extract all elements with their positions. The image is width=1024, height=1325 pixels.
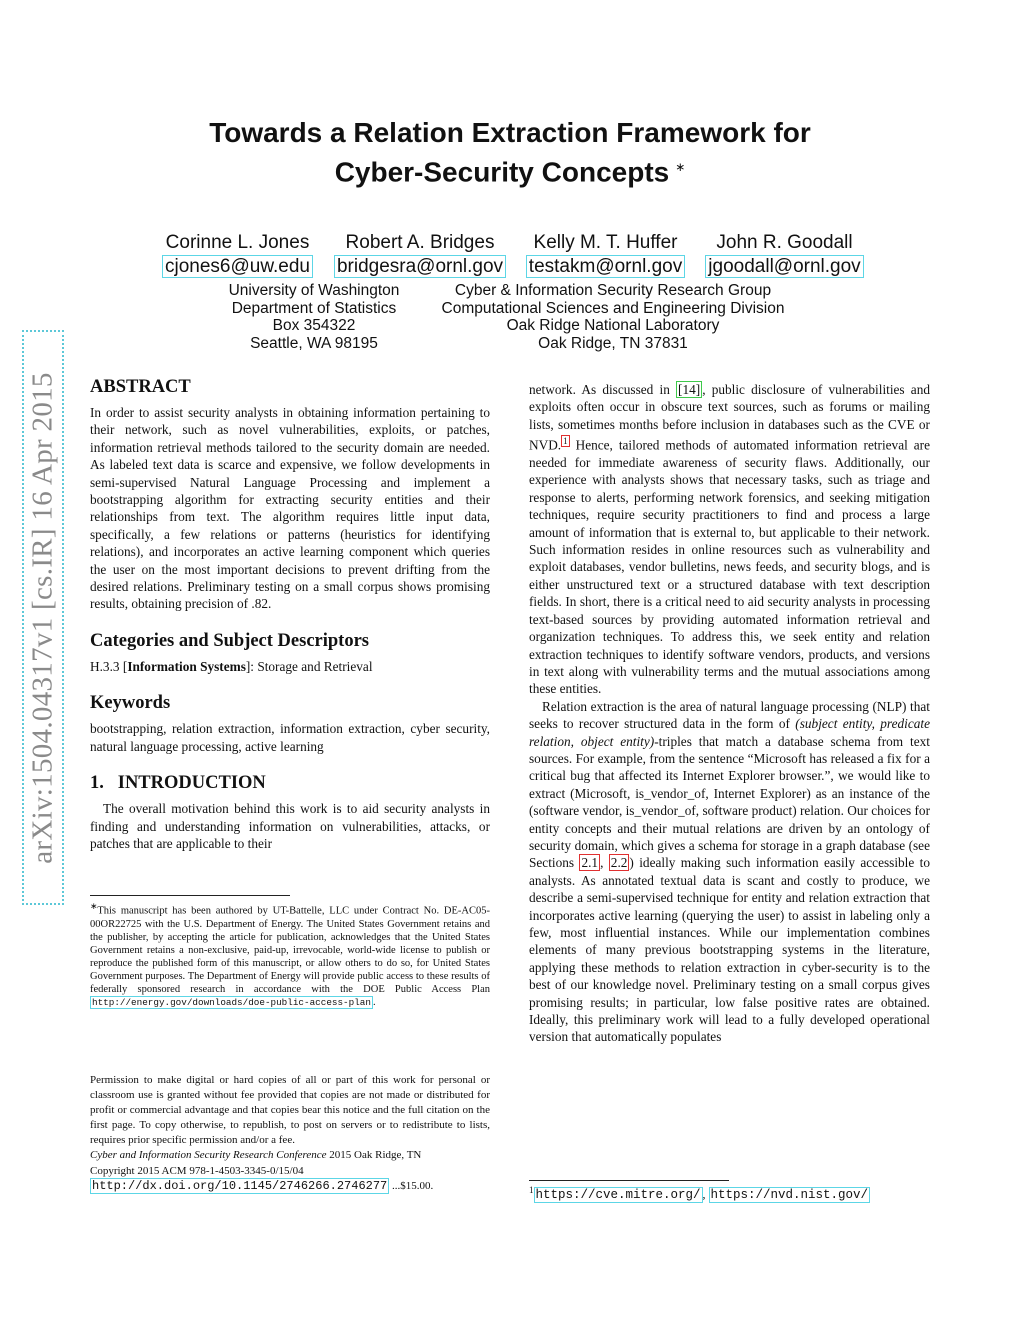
affiliation-ornl: [418, 282, 808, 352]
affiliation-line: Computational Sciences and Engineering Division: [441, 299, 785, 317]
author-email-link[interactable]: jgoodall@ornl.gov: [705, 255, 863, 278]
abstract-text: In order to assist security analysts in obtaining information pertaining to their network, such as novel vulnerabilities, exploits, or patches, information retrieval methods tailored to the security domain are needed. As labeled text data is scarce and expensive, we follow developments in semi-supervised Natural Language Processing and implement a bootstrapping algorithm for extracting security entities and their relationships from text. The algorithm requires little input data, specifically, a few relations or patterns (heuristics for identifying relations), and incorporates an active learning component which queries the user on the most important decisions to prevent drifting from the desired relations. Preliminary testing on a small corpus shows promising results, obtaining precision of .82.: [90, 405, 490, 612]
conference-line: [90, 1148, 490, 1163]
author-name: Robert A. Bridges: [345, 232, 495, 253]
author-name: Kelly M. T. Huffer: [533, 232, 678, 253]
author-1: [155, 232, 320, 278]
keywords-heading: Keywords: [90, 693, 171, 714]
title-line-1: Towards a Relation Extraction Framework for: [209, 117, 811, 148]
affiliation-line: Oak Ridge, TN 37831: [538, 334, 688, 352]
author-2: [325, 232, 515, 278]
author-email-link[interactable]: bridgesra@ornl.gov: [334, 255, 506, 278]
text-run: network. As discussed in: [529, 382, 677, 397]
categories-rest: ]: Storage and Retrieval: [245, 658, 373, 674]
text-run: -triples that match a database schema from text sources. For example, from the sentence “Microsoft has released a fix for a critical bug that affected its Internet Explorer browser.”, we would like to extract (Microsoft, is_vendor_of, Internet Explorer) as an instance of the (software vendor, is_vendor_of, software product) relation. Our choices for entity concepts and their mutual relations are driven by an ontology of security domain, which gives a schema for storage in a graph database (see Sections: [529, 733, 930, 871]
text-run: Relation extraction is the area of natural language processing (NLP) that seeks to recover structured data in the form of: [529, 698, 930, 732]
categories-text: [90, 658, 490, 675]
footnote-rule: [90, 895, 290, 896]
text-run: ,: [600, 855, 609, 871]
footnote-left: [90, 900, 490, 1009]
affiliation-line: Department of Statistics: [231, 299, 397, 317]
categories-section: [90, 630, 490, 675]
author-email-link[interactable]: cjones6@uw.edu: [162, 255, 313, 278]
abstract-section: [90, 376, 490, 613]
title-line-2: [100, 150, 920, 189]
introduction-paragraph: The overall motivation behind this work is to aid security analysts in finding and understanding information on vulnerabilities, attacks, or patches that are applicable to their: [90, 801, 490, 851]
paper-title: [100, 115, 920, 189]
categories-code: H.3.3 [: [90, 658, 128, 674]
nvd-link[interactable]: https://nvd.nist.gov/: [710, 1188, 869, 1202]
conference-name: Cyber and Information Security Research Conference: [90, 1149, 327, 1162]
categories-heading: Categories and Subject Descriptors: [90, 630, 369, 651]
triple-italic: (subject entity, predicate relation, object entity): [529, 716, 931, 749]
arxiv-id: arXiv:1504.04317v1 [cs.IR] 16 Apr 2015: [26, 371, 59, 864]
citation-14-link[interactable]: [14]: [678, 382, 701, 397]
author-4: [697, 232, 872, 278]
footnote-end: .: [372, 997, 376, 1009]
section-2-1-link[interactable]: 2.1: [581, 855, 599, 871]
footnote-rule-right: [529, 1180, 729, 1181]
doi-line: [90, 1179, 490, 1194]
permission-block: [90, 1073, 490, 1194]
categories-bold: Information Systems: [127, 658, 246, 674]
footnote-1-link[interactable]: 1: [563, 436, 568, 447]
title-line-2-text: Cyber-Security Concepts: [334, 156, 670, 188]
intro-paragraph-1: [529, 381, 930, 698]
affiliation-line: Oak Ridge National Laboratory: [506, 317, 720, 334]
text-run: Hence, tailored methods of automated information retrieval are needed for immediate awareness of security flaws. Additionally, our experience with analysts shows that necessary tasks, such as triage and response to alerts, performing network forensics, and seeking mitigation techniques, require security practitioners to find and process a large amount of information that is external to, but applicable to their network. Such information resides in online resources such as vulnerability and exploit databases, vendor bulletins, news feeds, and security blogs, and is either unstructured text or a structured database with text description fields. In short, there is a critical need to aid security analysts in processing text-based sources by providing automated information retrieval and organization techniques. To address this, we seek entity and relation extraction techniques to identify software vendors, products, and versions in text along with vulnerability terms and the mutual associations among these entities.: [529, 437, 930, 697]
affiliation-line: Cyber & Information Security Research Group: [454, 282, 772, 299]
arxiv-stamp[interactable]: [22, 330, 64, 905]
title-footnote-mark[interactable]: ∗: [675, 160, 686, 174]
affiliation-line: Seattle, WA 98195: [250, 334, 378, 352]
right-column: [529, 381, 930, 1046]
permission-text: Permission to make digital or hard copies of all or part of this work for personal or classroom use is granted without fee provided that copies are not made or distributed for profit or commercial advantage and that copies bear this notice and the full citation on the first page. To copy otherwise, to republish, to post on servers or to redistribute to lists, requires prior specific permission and/or a fee.: [90, 1074, 490, 1147]
doi-link[interactable]: http://dx.doi.org/10.1145/2746266.2746277: [92, 1178, 388, 1193]
text-run: ) ideally making such information easily accessible to analysts. As annotated textual data is scant and costly to produce, we describe a semi-supervised technique for entity and relation extraction that incorporates active learning (querying the user) to assist in labeling only a few, most influential instances. While our implementation combines elements of many previous bootstrapping systems in the literature, applying these methods to relation extraction in cyber-security is to the best of our knowledge novel. Preliminary testing on a small corpus gives promising results; in particular, low false positive rates are obtained. Ideally, this preliminary work will lead to a fully developed operational version that automatically populates: [529, 855, 931, 1045]
author-name: Corinne L. Jones: [165, 232, 310, 253]
intro-paragraph-2: [529, 698, 930, 1046]
affiliation-uw: [200, 282, 428, 352]
footnote-right: [529, 1185, 930, 1202]
author-email-link[interactable]: testakm@ornl.gov: [526, 255, 685, 278]
affiliation-line: University of Washington: [228, 282, 400, 299]
copyright-line: Copyright 2015 ACM 978-1-4503-3345-0/15/04: [90, 1164, 304, 1177]
footnote-mark: ∗: [90, 901, 98, 911]
conference-location: 2015 Oak Ridge, TN: [326, 1149, 422, 1162]
author-3: [518, 232, 693, 278]
introduction-section: [90, 772, 490, 852]
section-2-2-link[interactable]: 2.2: [610, 855, 628, 871]
footnote-text: This manuscript has been authored by UT-Battelle, LLC under Contract No. DE-AC05-00OR22725 with the U.S. Department of Energy. The United States Government retains and the publisher, by accepting the article for publication, acknowledges that the United States Government retains a non-exclusive, paid-up, irrevocable, world-wide license to publish or reproduce the published form of this manuscript, or allow others to do so, for United States Government purposes. The Department of Energy will provide public access to these results of federally sponsored research in accordance with the DOE Public Access Plan: [90, 905, 490, 996]
abstract-heading: ABSTRACT: [90, 377, 191, 397]
keywords-text: bootstrapping, relation extraction, information extraction, cyber security, natural language processing, active learning: [90, 721, 490, 754]
keywords-section: [90, 692, 490, 755]
cve-link[interactable]: https://cve.mitre.org/: [535, 1188, 701, 1202]
introduction-heading: 1. INTRODUCTION: [90, 773, 266, 794]
left-column: [90, 376, 490, 852]
author-name: John R. Goodall: [716, 232, 853, 253]
doe-access-plan-link[interactable]: http://energy.gov/downloads/doe-public-access-plan: [92, 997, 371, 1009]
text-run: , public disclosure of vulnerabilities and exploits often occur in obscure text sources, such as forums or mailing lists, sometimes months before inclusion in databases such as the CVE or NVD.: [529, 382, 930, 453]
separator: ,: [702, 1187, 709, 1201]
affiliation-line: Box 354322: [272, 317, 356, 334]
price: ...$15.00.: [389, 1179, 434, 1192]
footnote-mark: 1: [529, 1185, 534, 1195]
